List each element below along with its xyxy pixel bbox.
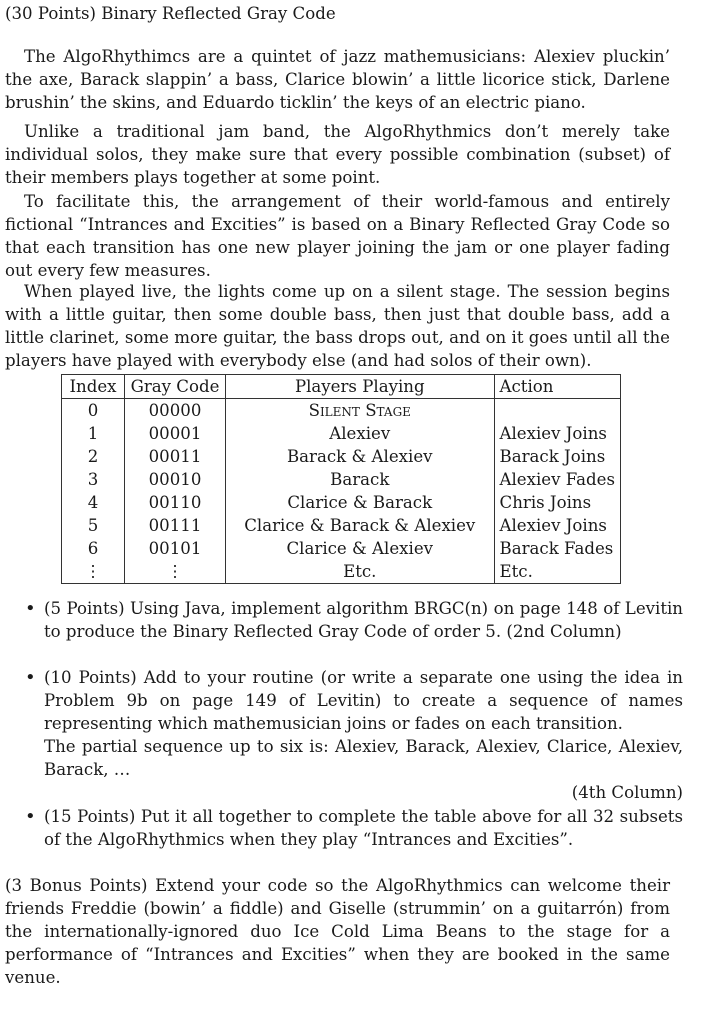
cell-action: Chris Joins	[494, 491, 620, 514]
cell-players: Alexiev	[226, 422, 495, 445]
bullet-icon: •	[25, 667, 36, 688]
intro-paragraph: The AlgoRhythimcs are a quintet of jazz mathemusicians: Alexiev pluckin’ the axe, Barack slappin’ a bass, Clarice blowin’ a little licorice stick, Darlene brushin’ the skins, and Eduardo ticklin’ the keys of an electric piano.	[5, 47, 670, 112]
bullet-icon: •	[25, 598, 36, 619]
cell-gray-code: 00110	[125, 491, 226, 514]
cell-index: ⋮	[62, 560, 125, 584]
cell-gray-code: 00101	[125, 537, 226, 560]
table-row	[62, 445, 621, 468]
cell-action: Alexiev Joins	[494, 422, 620, 445]
task-item	[25, 805, 683, 851]
cell-index: 6	[62, 537, 125, 560]
table-row	[62, 468, 621, 491]
cell-gray-code: 00010	[125, 468, 226, 491]
cell-gray-code: ⋮	[125, 560, 226, 584]
live-session-paragraph: When played live, the lights come up on a silent stage. The session begins with a little guitar, then some double bass, then just that double bass, add a little clarinet, some more guitar, the bass drops out, and on it goes until all the players have played with everybody else (and had solos of their own).	[5, 282, 670, 370]
cell-players: Silent Stage	[226, 399, 495, 423]
table-row	[62, 399, 621, 423]
task-item	[25, 666, 683, 804]
cell-action	[494, 399, 620, 423]
table-row	[62, 422, 621, 445]
cell-players: Barack & Alexiev	[226, 445, 495, 468]
table-row	[62, 514, 621, 537]
header-players-playing: Players Playing	[226, 375, 495, 399]
header-gray-code: Gray Code	[125, 375, 226, 399]
cell-players: Barack	[226, 468, 495, 491]
cell-index: 4	[62, 491, 125, 514]
table-row	[62, 491, 621, 514]
task-2-column: (4th Column)	[571, 783, 683, 802]
task-item	[25, 597, 683, 643]
cell-players: Clarice & Alexiev	[226, 537, 495, 560]
cell-players: Clarice & Barack	[226, 491, 495, 514]
cell-index: 0	[62, 399, 125, 423]
combination-paragraph: Unlike a traditional jam band, the AlgoRhythmics don’t merely take individual solos, they make sure that every possible combination (subset) of their members plays together at some point.	[5, 122, 670, 187]
table-row	[62, 560, 621, 584]
bonus-paragraph: (3 Bonus Points) Extend your code so the AlgoRhythmics can welcome their friends Freddie (bowin’ a fiddle) and Giselle (strummin’ on a guitarrón) from the internationally-ignored duo Ice Cold Lima Beans to the stage for a performance of “Intrances and Excities” when they are booked in the same venue.	[5, 876, 670, 987]
table-header-row	[62, 375, 621, 399]
task-2-sequence: The partial sequence up to six is: Alexiev, Barack, Alexiev, Clarice, Alexiev, Barack, …	[44, 737, 683, 779]
header-index: Index	[62, 375, 125, 399]
cell-gray-code: 00001	[125, 422, 226, 445]
task-2-text: (10 Points) Add to your routine (or write a separate one using the idea in Problem 9b on page 149 of Levitin) to create a sequence of names representing which mathemusician joins or fades on each transition.	[44, 668, 683, 733]
cell-players: Etc.	[226, 560, 495, 584]
cell-index: 1	[62, 422, 125, 445]
cell-index: 2	[62, 445, 125, 468]
cell-action: Barack Joins	[494, 445, 620, 468]
task-1-text: (5 Points) Using Java, implement algorithm BRGC(n) on page 148 of Levitin to produce the Binary Reflected Gray Code of order 5.	[44, 599, 683, 641]
cell-action: Alexiev Fades	[494, 468, 620, 491]
arrangement-paragraph: To facilitate this, the arrangement of their world-famous and entirely fictional “Intrances and Excities” is based on a Binary Reflected Gray Code so that each transition has one new player joining the jam or one player fading out every few measures.	[5, 192, 670, 280]
cell-gray-code: 00000	[125, 399, 226, 423]
cell-action: Alexiev Joins	[494, 514, 620, 537]
cell-index: 3	[62, 468, 125, 491]
cell-index: 5	[62, 514, 125, 537]
cell-players: Clarice & Barack & Alexiev	[226, 514, 495, 537]
table-row	[62, 537, 621, 560]
problem-heading: (30 Points) Binary Reflected Gray Code	[5, 4, 336, 23]
task-1-column: (2nd Column)	[506, 622, 622, 641]
cell-gray-code: 00111	[125, 514, 226, 537]
gray-code-table	[61, 374, 621, 584]
cell-action: Etc.	[494, 560, 620, 584]
cell-gray-code: 00011	[125, 445, 226, 468]
task-3-text: (15 Points) Put it all together to complete the table above for all 32 subsets of the AlgoRhythmics when they play “Intrances and Excities”.	[44, 807, 683, 849]
cell-action: Barack Fades	[494, 537, 620, 560]
header-action: Action	[494, 375, 620, 399]
bullet-icon: •	[25, 806, 36, 827]
